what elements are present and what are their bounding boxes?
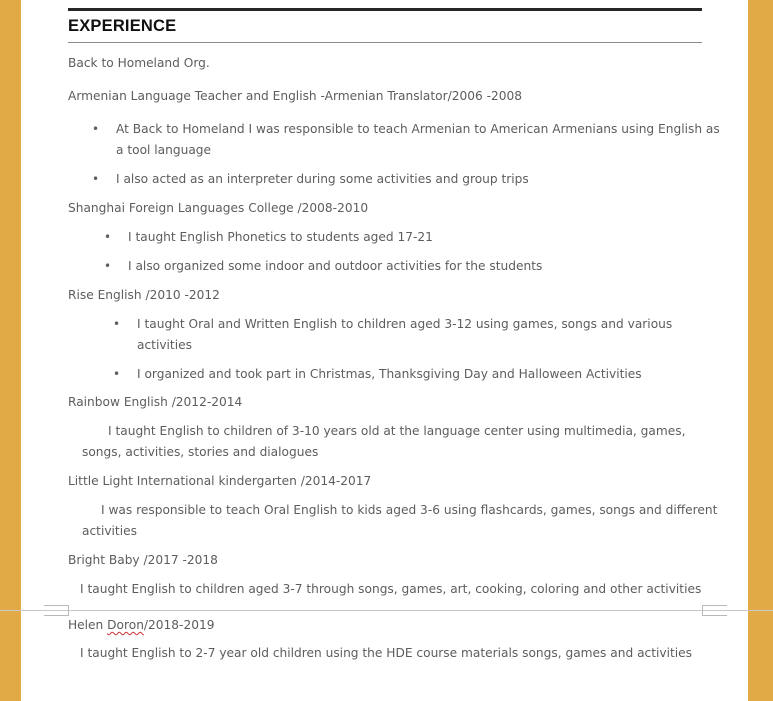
entry-title: Bright Baby /2017 -2018: [68, 553, 218, 567]
bullet-text: I also organized some indoor and outdoor activities for the students: [128, 259, 543, 273]
bullet-icon: •: [104, 230, 112, 244]
heading-top-rule: [68, 8, 702, 11]
heading-bottom-rule: [68, 42, 702, 43]
entry-title-part: Helen: [68, 618, 108, 632]
bullet-icon: •: [113, 367, 121, 381]
bullet-text-continued: activities: [137, 338, 192, 352]
entry-description-continued: songs, activities, stories and dialogues: [82, 445, 319, 459]
entry-title: Rise English /2010 -2012: [68, 288, 220, 302]
entry-title: [68, 615, 214, 636]
bullet-text: I taught Oral and Written English to children aged 3-12 using games, songs and various: [137, 317, 673, 331]
section-heading: EXPERIENCE: [68, 17, 177, 35]
page-break-marker-right: [702, 605, 727, 616]
entry-title: Shanghai Foreign Languages College /2008-2010: [68, 201, 369, 215]
entry-description: I taught English to children aged 3-7 through songs, games, art, cooking, coloring and other activities: [80, 582, 702, 596]
spellcheck-flagged-word[interactable]: Doron: [107, 618, 144, 632]
bullet-text: I also acted as an interpreter during some activities and group trips: [116, 172, 529, 186]
entry-description: I was responsible to teach Oral English to kids aged 3-6 using flashcards, games, songs and different: [101, 503, 718, 517]
bullet-text: I organized and took part in Christmas, Thanksgiving Day and Halloween Activities: [137, 367, 642, 381]
bullet-icon: •: [113, 317, 121, 331]
entry-title: Rainbow English /2012-2014: [68, 395, 243, 409]
bullet-text: At Back to Homeland I was responsible to teach Armenian to American Armenians using English as: [116, 122, 720, 136]
page-break-marker-left: [44, 605, 69, 616]
page-break-line: [0, 610, 773, 611]
entry-description: I taught English to 2-7 year old children using the HDE course materials songs, games and activities: [80, 646, 693, 660]
entry-title-part: /2018-2019: [143, 618, 215, 632]
page-border-left: [0, 0, 21, 701]
page-border-right: [748, 0, 773, 701]
bullet-icon: •: [92, 122, 100, 136]
bullet-icon: •: [104, 259, 112, 273]
bullet-icon: •: [92, 172, 100, 186]
entry-description: I taught English to children of 3-10 years old at the language center using multimedia, games,: [108, 424, 686, 438]
bullet-text-continued: a tool language: [116, 143, 212, 157]
entry-description-continued: activities: [82, 524, 137, 538]
entry-title: Little Light International kindergarten /2014-2017: [68, 474, 372, 488]
bullet-text: I taught English Phonetics to students aged 17-21: [128, 230, 433, 244]
entry-org: Back to Homeland Org.: [68, 56, 210, 70]
entry-role: Armenian Language Teacher and English -Armenian Translator/2006 -2008: [68, 89, 523, 103]
